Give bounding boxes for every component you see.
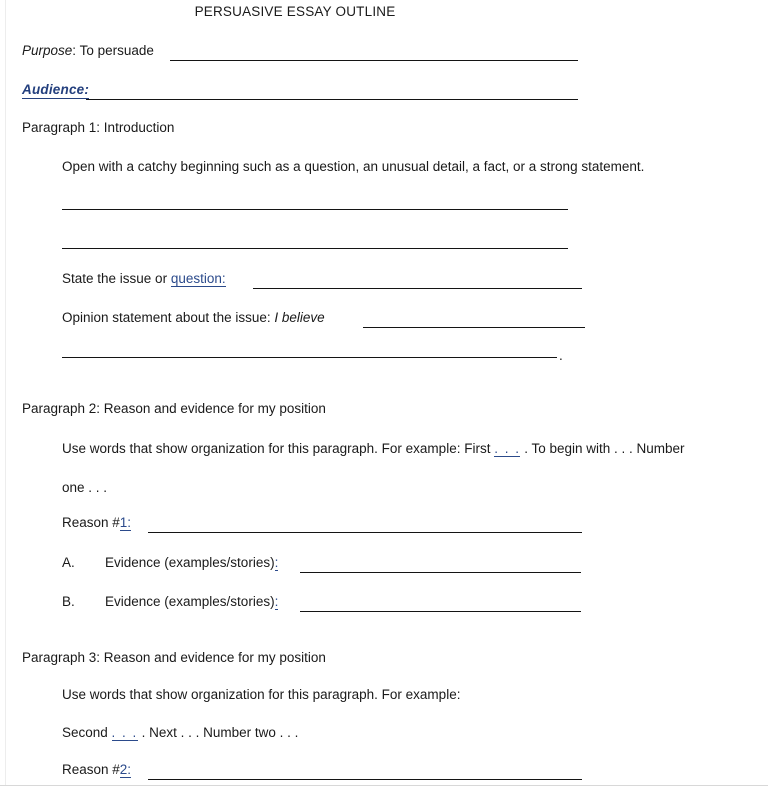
- purpose-text: To persuade: [76, 43, 154, 58]
- paragraph2-instruction-part2: . To begin with . . . Number: [520, 441, 685, 456]
- evidence-a-colon-blue: :: [274, 555, 279, 570]
- audience-line: [22, 81, 89, 99]
- paragraph3-instruction: Use words that show organization for this paragraph. For example:: [62, 687, 461, 702]
- opinion-fill-rule[interactable]: [363, 327, 585, 328]
- paragraph3-heading: Paragraph 3: Reason and evidence for my position: [22, 650, 326, 665]
- audience-label: Audience:: [22, 82, 90, 97]
- page-left-edge: [5, 0, 6, 786]
- state-issue-line: [62, 270, 226, 288]
- purpose-fill-rule[interactable]: [170, 60, 578, 61]
- state-issue-prefix: State the issue or: [62, 271, 171, 286]
- opinion-prefix: Opinion statement about the issue:: [62, 310, 275, 325]
- paragraph1-instruction: Open with a catchy beginning such as a question, an unusual detail, a fact, or a strong statement.: [62, 159, 645, 174]
- state-issue-fill-rule[interactable]: [253, 288, 582, 289]
- reason2-fill-rule[interactable]: [148, 779, 582, 780]
- evidence-b-colon-blue: :: [274, 594, 279, 609]
- reason1-fill-rule[interactable]: [148, 532, 582, 533]
- paragraph2-instruction: [62, 440, 685, 458]
- audience-fill-rule[interactable]: [86, 99, 578, 100]
- paragraph3-second-dots-blue: . . .: [111, 725, 138, 740]
- purpose-colon: :: [72, 43, 77, 58]
- evidence-b-line: [105, 593, 278, 611]
- paragraph2-heading: Paragraph 2: Reason and evidence for my position: [22, 401, 326, 416]
- reason2-number-blue: 2:: [119, 762, 132, 777]
- opinion-continuation-rule[interactable]: [62, 357, 557, 358]
- reason1-label: Reason #: [62, 515, 120, 530]
- reason2-label: Reason #: [62, 762, 120, 777]
- paragraph1-blank-rule-2[interactable]: [62, 248, 568, 249]
- evidence-a-label: Evidence (examples/stories): [105, 555, 275, 570]
- evidence-a-fill-rule[interactable]: [300, 572, 581, 573]
- evidence-a-marker: A.: [62, 555, 75, 570]
- paragraph3-transitions: [62, 724, 298, 742]
- evidence-b-fill-rule[interactable]: [300, 611, 581, 612]
- evidence-b-label: Evidence (examples/stories): [105, 594, 275, 609]
- paragraph1-heading: Paragraph 1: Introduction: [22, 120, 175, 135]
- evidence-b-marker: B.: [62, 594, 75, 609]
- paragraph2-first-dots-blue: . . .: [494, 441, 521, 456]
- purpose-line: [22, 42, 154, 60]
- reason2-line: [62, 761, 131, 779]
- opinion-italic: I believe: [274, 310, 325, 325]
- reason1-line: [62, 514, 131, 532]
- reason1-number-blue: 1:: [119, 515, 132, 530]
- paragraph2-instruction-wrap: one . . .: [62, 480, 108, 495]
- paragraph3-transitions-suffix: . Next . . . Number two . . .: [137, 725, 299, 740]
- opinion-trailing-period: .: [559, 348, 563, 363]
- state-issue-question-blue: question:: [170, 271, 226, 286]
- opinion-statement-line: [62, 309, 325, 327]
- purpose-label: Purpose: [22, 43, 73, 58]
- evidence-a-line: [105, 554, 278, 572]
- page-title: PERSUASIVE ESSAY OUTLINE: [194, 4, 396, 19]
- paragraph1-blank-rule-1[interactable]: [62, 209, 568, 210]
- paragraph3-transitions-prefix: Second: [62, 725, 112, 740]
- paragraph2-instruction-part1: Use words that show organization for this paragraph. For example: First: [62, 441, 495, 456]
